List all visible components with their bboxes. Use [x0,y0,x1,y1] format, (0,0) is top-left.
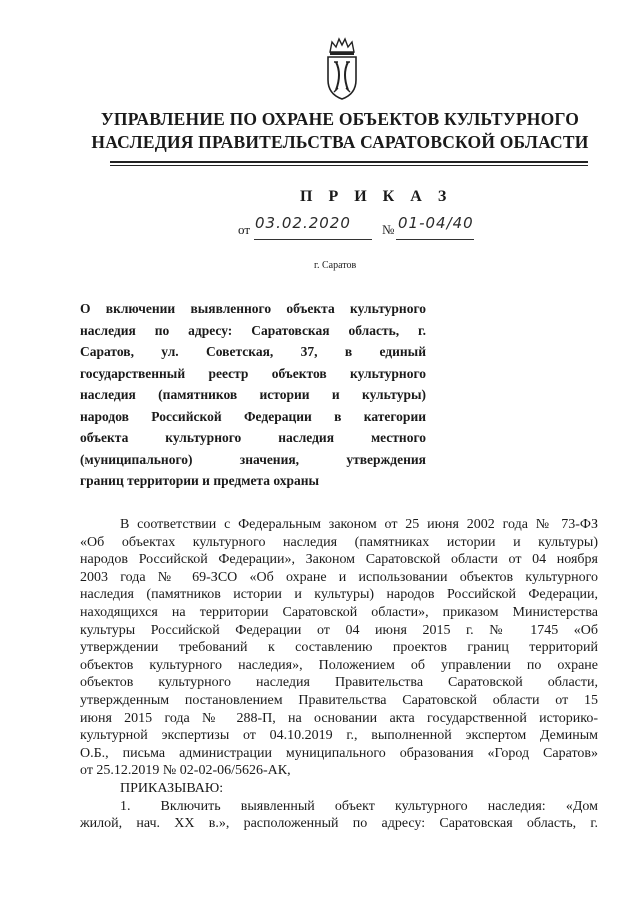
body-line: находящихся на территории Саратовской области», приказом Министерства [80,604,598,620]
body-line: от 25.12.2019 № 02-02-06/5626-АК, [80,763,291,779]
body-line: культуры Российской Федерации от 04 июня 2015 г. № 1745 «Об [80,622,598,638]
body-line: наследия (памятников истории и культуры) народов Российской Федерации, [80,587,598,603]
subject-line: Саратов, ул. Советская, 37, в единый [80,344,426,359]
header-rule-thin [110,165,588,166]
subject-line: (муниципального) значения, утверждения [80,451,426,467]
subject-line: наследия по адресу: Саратовская область, г. [80,322,426,338]
coat-of-arms-icon [324,36,360,102]
order-subject [80,298,426,492]
order-number: 01-04/40 [398,214,474,232]
item-1-text: Включить выявленный объект культурного наследия: «Дом [160,798,598,814]
header-line-2: НАСЛЕДИЯ ПРАВИТЕЛЬСТВА САРАТОВСКОЙ ОБЛАСТИ [91,132,589,152]
body-line: объектов культурного наследия», Положением об управлении по охране [80,657,598,673]
order-title: П Р И К А З [300,188,453,205]
date-prefix: от [238,222,251,237]
body-line: культурной экспертизы от 04.10.2019 г., выполненной экспертом Деминым [80,728,598,744]
body-line: объектов культурного наследия Правительства Саратовской области, [80,675,598,691]
header-rule-thick [110,161,588,163]
subject-line: государственный реестр объектов культурного [80,365,426,381]
order-city: г. Саратов [314,260,357,271]
header-line-1: УПРАВЛЕНИЕ ПО ОХРАНЕ ОБЪЕКТОВ КУЛЬТУРНОГО [100,109,580,129]
date-underline [254,239,372,240]
order-date: 03.02.2020 [255,214,351,232]
body-line: июня 2015 года № 288-П, на основании акта государственной историко- [80,710,598,726]
authority-header [60,108,620,154]
item-1-number: 1. [120,798,131,814]
item-1-line-2: жилой, нач. XX в.», расположенный по адресу: Саратовская область, г. [80,816,598,832]
item-1-line-1 [80,798,598,816]
subject-line: объекта культурного наследия местного [80,430,426,445]
body-line: утвержденным постановлением Правительства Саратовской области от 15 [80,692,598,708]
command-word: ПРИКАЗЫВАЮ: [120,780,224,796]
subject-line: народов Российской Федерации в категории [80,408,426,424]
number-underline [396,239,474,240]
subject-line: границ территории и предмета охраны [80,473,320,488]
body-line: О.Б., письма администрации муниципального образования «Город Саратов» [80,745,598,761]
subject-line: О включении выявленного объекта культурного [80,301,426,316]
body-line: утверждении требований к составлению проектов границ территорий [80,640,598,656]
body-line: народов Российской Федерации», Законом Саратовской области от 04 ноября [80,552,598,568]
body-line: В соответствии с Федеральным законом от 25 июня 2002 года № 73-ФЗ [120,517,598,532]
body-line: «Об объектах культурного наследия (памятниках истории и культуры) [80,534,598,550]
subject-line: наследия (памятников истории и культуры) [80,387,426,402]
order-body [80,516,598,833]
number-prefix: № [382,222,395,237]
body-line: 2003 года № 69-ЗСО «Об охране и использовании объектов культурного [80,569,598,585]
